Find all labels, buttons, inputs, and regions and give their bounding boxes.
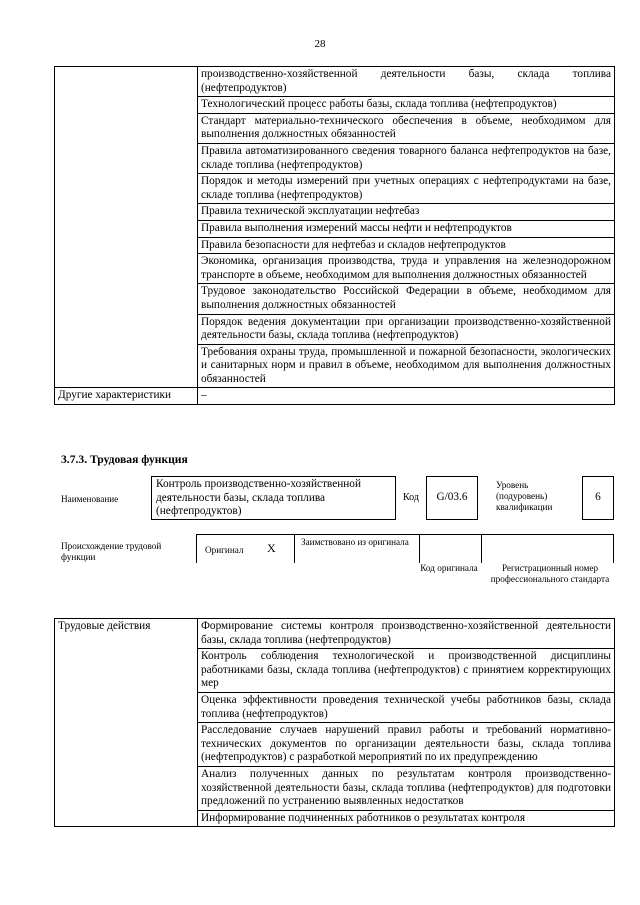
origin-label: Происхождение трудовой функции: [61, 541, 162, 562]
reg-number-label: Регистрационный номер профессионального стандарта: [490, 563, 610, 584]
table-row: Контроль соблюдения технологической и производственной дисциплины работниками базы, склада топлива (нефтепродуктов) с принятием корректирующих мер: [198, 649, 615, 693]
name-label: Наименование: [61, 494, 119, 504]
original-code-cell: [419, 535, 481, 563]
original-label: Оригинал: [205, 545, 244, 555]
table-row: Трудовое законодательство Российской Федерации в объеме, необходимом для выполнения должностных обязанностей: [198, 284, 615, 314]
other-characteristics-label: Другие характеристики: [55, 388, 198, 405]
table-row: Информирование подчиненных работников о результатах контроля: [198, 810, 615, 827]
knowledge-label-cell: [55, 67, 198, 388]
borrowed-label: Заимствовано из оригинала: [301, 537, 409, 547]
table-row: производственно-хозяйственной деятельности базы, склада топлива (нефтепродуктов): [198, 67, 615, 97]
table-row: Оценка эффективности проведения технической учебы работников базы, склада топлива (нефтепродуктов): [198, 692, 615, 722]
function-name-value: Контроль производственно-хозяйственной деятельности базы, склада топлива (нефтепродуктов): [151, 476, 396, 520]
section-title: 3.7.3. Трудовая функция: [61, 453, 188, 466]
qualification-level-value: 6: [582, 476, 614, 520]
table-row: Правила автоматизированного сведения товарного баланса нефтепродуктов на базе, складе топлива (нефтепродуктов): [198, 143, 615, 173]
code-label: Код: [403, 492, 419, 503]
table-row: Порядок ведения документации при организации производственно-хозяйственной деятельности базы, склада топлива (нефтепродуктов): [198, 314, 615, 344]
origin-strip: [196, 534, 614, 563]
table-row: Требования охраны труда, промышленной и пожарной безопасности, экологических и санитарных норм и правил в объеме, необходимом для выполнения должностных обязанностей: [198, 344, 615, 388]
reg-number-cell: [481, 535, 614, 563]
table-row: Формирование системы контроля производственно-хозяйственной деятельности базы, склада топлива (нефтепродуктов): [198, 619, 615, 649]
table-row: Расследование случаев нарушений правил работы и требований нормативно-технических документов по организации деятельности базы, склада топлива (нефтепродуктов) с разработкой мероприятий по их предупреждению: [198, 723, 615, 767]
other-characteristics-value: –: [198, 388, 615, 405]
table-row: Правила выполнения измерений массы нефти и нефтепродуктов: [198, 220, 615, 237]
table-row: Технологический процесс работы базы, склада топлива (нефтепродуктов): [198, 97, 615, 114]
page-number: 28: [314, 38, 326, 50]
original-mark: X: [267, 541, 276, 555]
table-row: Экономика, организация производства, труда и управления на железнодорожном транспорте в объеме, необходимом для выполнения должностных обязанностей: [198, 254, 615, 284]
function-code-value: G/03.6: [426, 476, 478, 520]
labor-actions-table: [54, 618, 615, 827]
labor-actions-label: Трудовые действия: [55, 619, 198, 827]
table-row: Стандарт материально-технического обеспечения в объеме, необходимом для выполнения должностных обязанностей: [198, 113, 615, 143]
table-row: Порядок и методы измерений при учетных операциях с нефтепродуктами на базе, складе топлива (нефтепродуктов): [198, 174, 615, 204]
table-row: Анализ полученных данных по результатам контроля производственно-хозяйственной деятельности базы, склада топлива (нефтепродуктов) для подготовки предложений по устранению выявленных недостатков: [198, 766, 615, 810]
table-row: Правила безопасности для нефтебаз и складов нефтепродуктов: [198, 237, 615, 254]
qualification-level-label: Уровень (подуровень) квалификации: [496, 480, 553, 512]
original-code-label: Код оригинала: [420, 563, 478, 573]
table-row: Правила технической эксплуатации нефтебаз: [198, 204, 615, 221]
knowledge-table: [54, 66, 615, 405]
